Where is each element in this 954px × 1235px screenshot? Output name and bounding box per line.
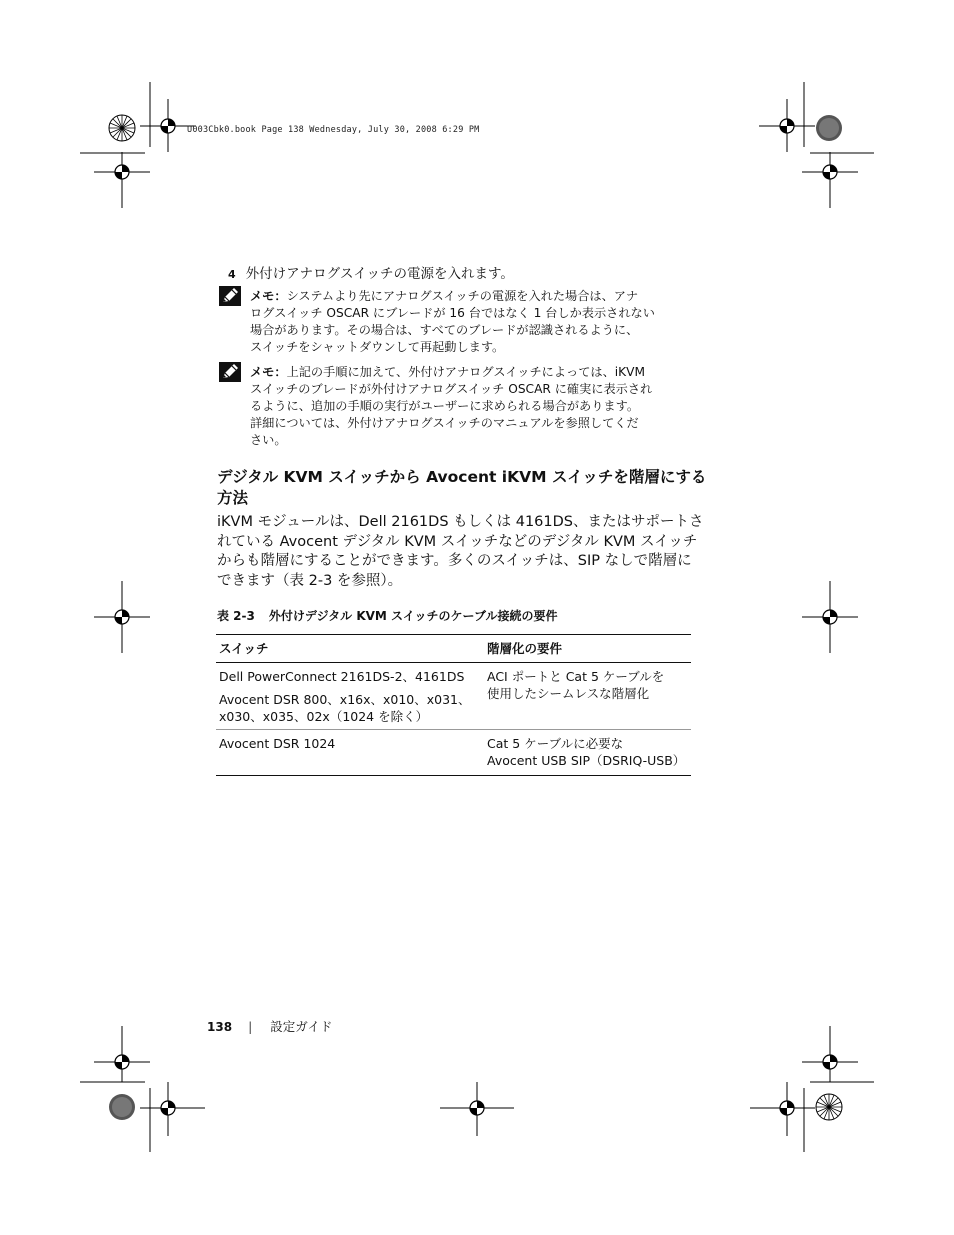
step-text: 外付けアナログスイッチの電源を入れます。 [245, 266, 514, 282]
note-line: 場合があります。その場合は、すべてのブレードが認識されるように、 [250, 323, 639, 337]
paragraph-line: れている Avocent デジタル KVM スイッチなどのデジタル KVM スイッチ [217, 533, 698, 550]
requirement-line: Avocent USB SIP（DSRIQ-USB） [487, 753, 686, 768]
column-header-requirement: 階層化の要件 [484, 635, 691, 663]
paragraph-line: できます（表 2-3 を参照）。 [217, 572, 403, 589]
body-paragraph [217, 513, 717, 591]
note-block [250, 364, 710, 449]
page-number: 138 [207, 1020, 233, 1034]
paragraph-line: からも階層にすることができます。多くのスイッチは、SIP なしで階層に [217, 553, 692, 569]
table-row [216, 663, 691, 730]
note-line: システムより先にアナログスイッチの電源を入れた場合は、アナ [286, 289, 639, 303]
note-line: 詳細については、外付けアナログスイッチのマニュアルを参照してくだ [250, 416, 639, 430]
footer-section-name: 設定ガイド [270, 1019, 333, 1034]
requirement-line: 使用したシームレスな階層化 [487, 686, 650, 701]
table-caption-label: 表 2-3 [217, 609, 255, 623]
requirements-table [216, 634, 691, 776]
note-line: さい。 [250, 433, 287, 447]
note-pencil-icon [219, 362, 241, 382]
section-heading [217, 467, 717, 509]
requirement-line: Cat 5 ケーブルに必要な [487, 736, 624, 751]
switch-cell [216, 730, 484, 776]
requirement-line: ACI ポートと Cat 5 ケーブルを [487, 669, 665, 684]
step-number: 4 [228, 268, 236, 281]
switch-line: Avocent DSR 1024 [219, 736, 336, 751]
switch-line: Avocent DSR 800、x16x、x010、x031、 [219, 692, 471, 707]
requirement-cell [484, 663, 691, 730]
page-footer [207, 1017, 332, 1035]
note-block [250, 288, 710, 356]
paragraph-line: iKVM モジュールは、Dell 2161DS もしくは 4161DS、またはサポートさ [217, 514, 704, 530]
table-header-row [216, 635, 691, 663]
requirement-cell [484, 730, 691, 776]
note-label: メモ： [250, 365, 287, 379]
table-row [216, 730, 691, 776]
print-header: U003Cbk0.book Page 138 Wednesday, July 30, 2008 6:29 PM [187, 125, 480, 135]
section-heading-line: 方法 [217, 489, 249, 507]
note-line: るように、追加の手順の実行がユーザーに求められる場合があります。 [250, 399, 640, 413]
note-label: メモ： [250, 289, 287, 303]
table-caption-text: 外付けデジタル KVM スイッチのケーブル接続の要件 [268, 609, 558, 623]
column-header-switch: スイッチ [216, 635, 484, 663]
switch-line: x030、x035、02x（1024 を除く） [219, 709, 429, 724]
note-line: 上記の手順に加えて、外付けアナログスイッチによっては、iKVM [286, 365, 646, 379]
footer-separator: | [248, 1019, 253, 1034]
switch-cell [216, 663, 484, 730]
note-line: スイッチのブレードが外付けアナログスイッチ OSCAR に確実に表示され [250, 382, 653, 396]
section-heading-line: デジタル KVM スイッチから Avocent iKVM スイッチを階層にする [217, 468, 707, 486]
note-line: ログスイッチ OSCAR にブレードが 16 台ではなく 1 台しか表示されない [250, 306, 655, 320]
note-line: スイッチをシャットダウンして再起動します。 [250, 340, 505, 354]
step-item [228, 262, 514, 282]
note-pencil-icon [219, 286, 241, 306]
table-caption [217, 607, 557, 624]
switch-line: Dell PowerConnect 2161DS-2、4161DS [219, 669, 465, 684]
